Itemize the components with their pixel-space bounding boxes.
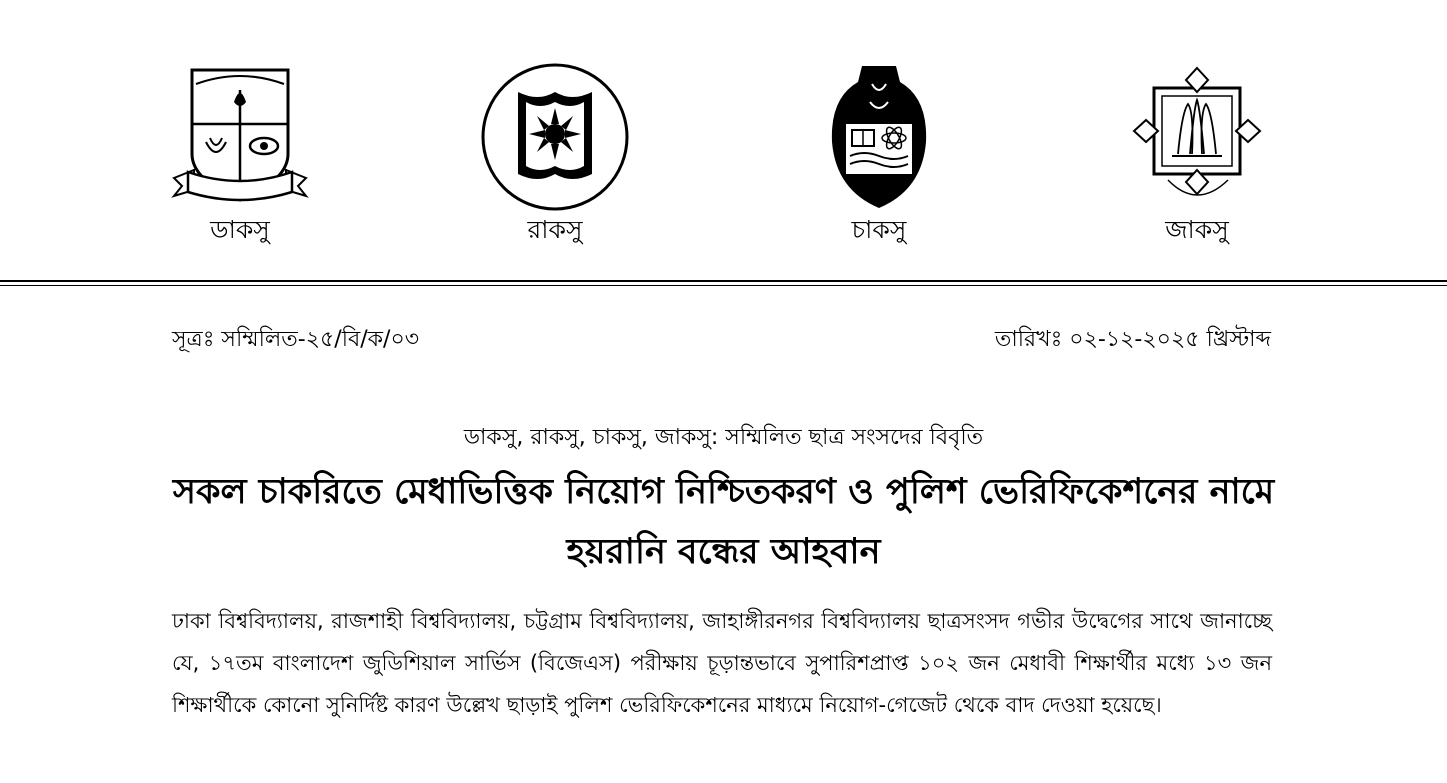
logo-caption-raksu: রাকসু <box>527 215 583 244</box>
logo-rajshahi-university <box>465 62 645 246</box>
statement-subheading: ডাকসু, রাকসু, চাকসু, জাকসু: সম্মিলিত ছাত্র সংসদের বিবৃতি <box>463 425 984 450</box>
logo-caption-jaksu: জাকসু <box>1165 215 1229 244</box>
header-divider-thick <box>0 280 1447 282</box>
logo-caption-chaksu: চাকসু <box>851 215 907 244</box>
header-divider-thin <box>0 285 1447 286</box>
logo-chittagong-university <box>789 62 969 246</box>
logo-caption-daksu: ডাকসু <box>210 215 270 244</box>
statement-headline: সকল চাকরিতে মেধাভিত্তিক নিয়োগ নিশ্চিতকরণ ও পুলিশ ভেরিফিকেশনের নামে হয়রানি বন্ধের আহবান <box>172 472 1275 572</box>
jahangirnagar-university-crest-icon <box>1132 62 1262 212</box>
chittagong-university-crest-icon <box>824 62 934 212</box>
logo-jahangirnagar-university <box>1107 62 1287 246</box>
reference-number: সূত্রঃ সম্মিলিত-২৫/বি/ক/০৩ <box>172 327 420 352</box>
rajshahi-university-crest-icon <box>480 62 630 212</box>
dhaka-university-crest-icon <box>170 62 310 212</box>
logo-dhaka-university <box>150 62 330 246</box>
statement-body: ঢাকা বিশ্ববিদ্যালয়, রাজশাহী বিশ্ববিদ্যালয়, চট্টগ্রাম বিশ্ববিদ্যালয়, জাহাঙ্গীরনগর বিশ্ববিদ্যালয় ছাত্রসংসদ গভীর উদ্বেগের সাথে জানাচ্ছে যে, ১৭তম বাংলাদেশ জুডিশিয়াল সার্ভিস (বিজেএস) পরীক্ষায় চূড়ান্তভাবে সুপারিশপ্রাপ্ত ১০২ জন মেধাবী শিক্ষার্থীর মধ্যে ১৩ জন শিক্ষার্থীকে কোনো সুনির্দিষ্ট কারণ উল্লেখ ছাড়াই পুলিশ ভেরিফিকেশনের মাধ্যমে নিয়োগ-গেজেট থেকে বাদ দেওয়া হয়েছে। <box>172 609 1272 717</box>
document-date: তারিখঃ ০২-১২-২০২৫ খ্রিস্টাব্দ <box>994 327 1271 352</box>
